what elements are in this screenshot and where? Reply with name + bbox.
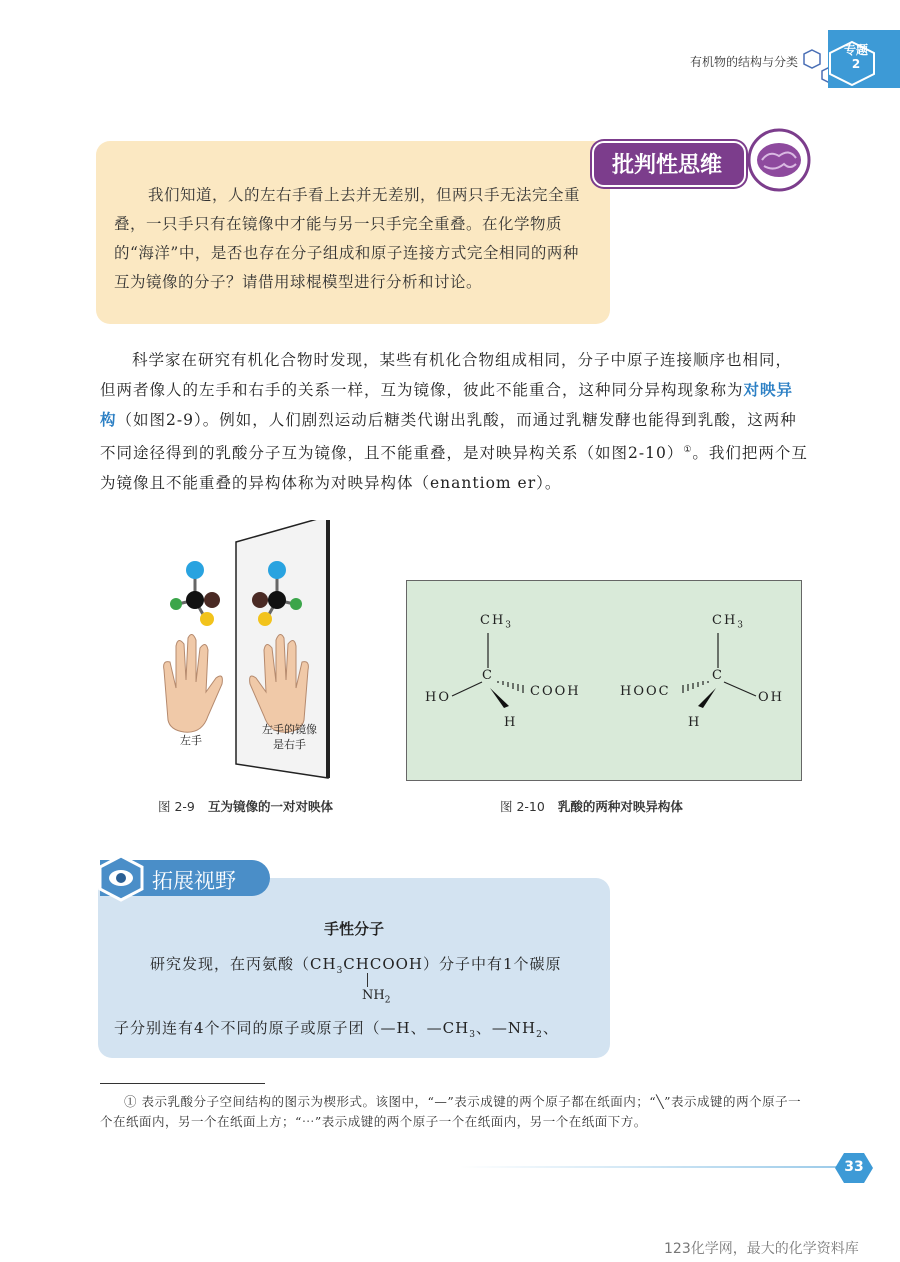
figure-2-9-caption: 图 2-9 互为镜像的一对对映体	[158, 799, 333, 814]
lactic-acid-structures	[406, 580, 800, 779]
extension-title: 手性分子	[323, 920, 384, 938]
mirror-hand-label: 左手的镜像 是右手	[262, 723, 317, 751]
brain-icon	[744, 128, 814, 192]
ch3-label-left: $CH_3$	[480, 613, 514, 631]
nh2-group: $NH_2$	[362, 988, 391, 1006]
cooh-label-left: COOH	[530, 684, 581, 699]
extension-text-line1: 研究发现，在丙氨酸$(CH_3CHCOOH)$分子中有1个碳原	[150, 955, 562, 976]
term-enantiomerism: 对映异构	[100, 380, 794, 429]
carbon-label-left: C	[482, 668, 492, 683]
extension-text-line2: 子分别连有4个不同的原子或原子团（—H、$—CH_3$、$—NH_2$、	[114, 1019, 559, 1040]
carbon-label-right: C	[712, 668, 722, 683]
figure-2-10-caption: 图 2-10 乳酸的两种对映异构体	[500, 799, 683, 814]
hooc-label-right: HOOC	[620, 684, 671, 699]
chapter-badge-label: 专题 2	[843, 43, 868, 71]
eye-hexagon-icon	[96, 854, 146, 902]
main-paragraph: 科学家在研究有机化合物时发现，某些有机化合物组成相同，分子中原子连接顺序也相同，但两者像人的左手和右手的关系一样，互为镜像，彼此不能重合，这种同分异构现象称为对映异构（如图2-9）。例如，人们剧烈运动后糖类代谢出乳酸，而通过乳糖发酵也能得到乳酸，这两种不同途径得到的乳酸分子互为镜像，且不能重叠，是对映异构关系（如图2-10）①。我们把两个互为镜像且不能重叠的异构体称为对映异构体（enantiom er）。	[100, 351, 808, 493]
extension-label: 拓展视野	[152, 869, 236, 893]
page-number: 33	[844, 1159, 864, 1175]
chapter-title: 有机物的结构与分类	[689, 55, 798, 69]
ho-label-left: HO	[425, 690, 451, 705]
oh-label-right: OH	[758, 690, 784, 705]
ch3-label-right: $CH_3$	[712, 613, 746, 631]
left-hand-label: 左手	[180, 734, 202, 747]
bond-line	[367, 973, 368, 987]
h-label-left: H	[504, 715, 516, 730]
critical-thinking-label: 批判性思维	[611, 153, 722, 178]
critical-thinking-text: 我们知道，人的左右手看上去并无差别，但两只手无法完全重叠，一只手只有在镜像中才能与另一只手完全重叠。在化学物质的“海洋”中，是否也存在分子组成和原子连接方式完全相同的两种互为镜像的分子？请借用球棍模型进行分析和讨论。	[114, 186, 581, 291]
footnote-marker[interactable]: ①	[683, 445, 693, 455]
footnote-text: ① 表示乳酸分子空间结构的图示为楔形式。该图中，“—”表示成键的两个原子都在纸面内；“╲”表示成键的两个原子一个在纸面内，另一个在纸面上方；“⋯”表示成键的两个原子一个在纸面内，另一个在纸面下方。	[100, 1094, 802, 1129]
page-rule	[460, 1166, 840, 1168]
footnote-divider	[100, 1083, 265, 1084]
h-label-right: H	[688, 715, 700, 730]
watermark: 123化学网，最大的化学资料库	[664, 1241, 859, 1257]
